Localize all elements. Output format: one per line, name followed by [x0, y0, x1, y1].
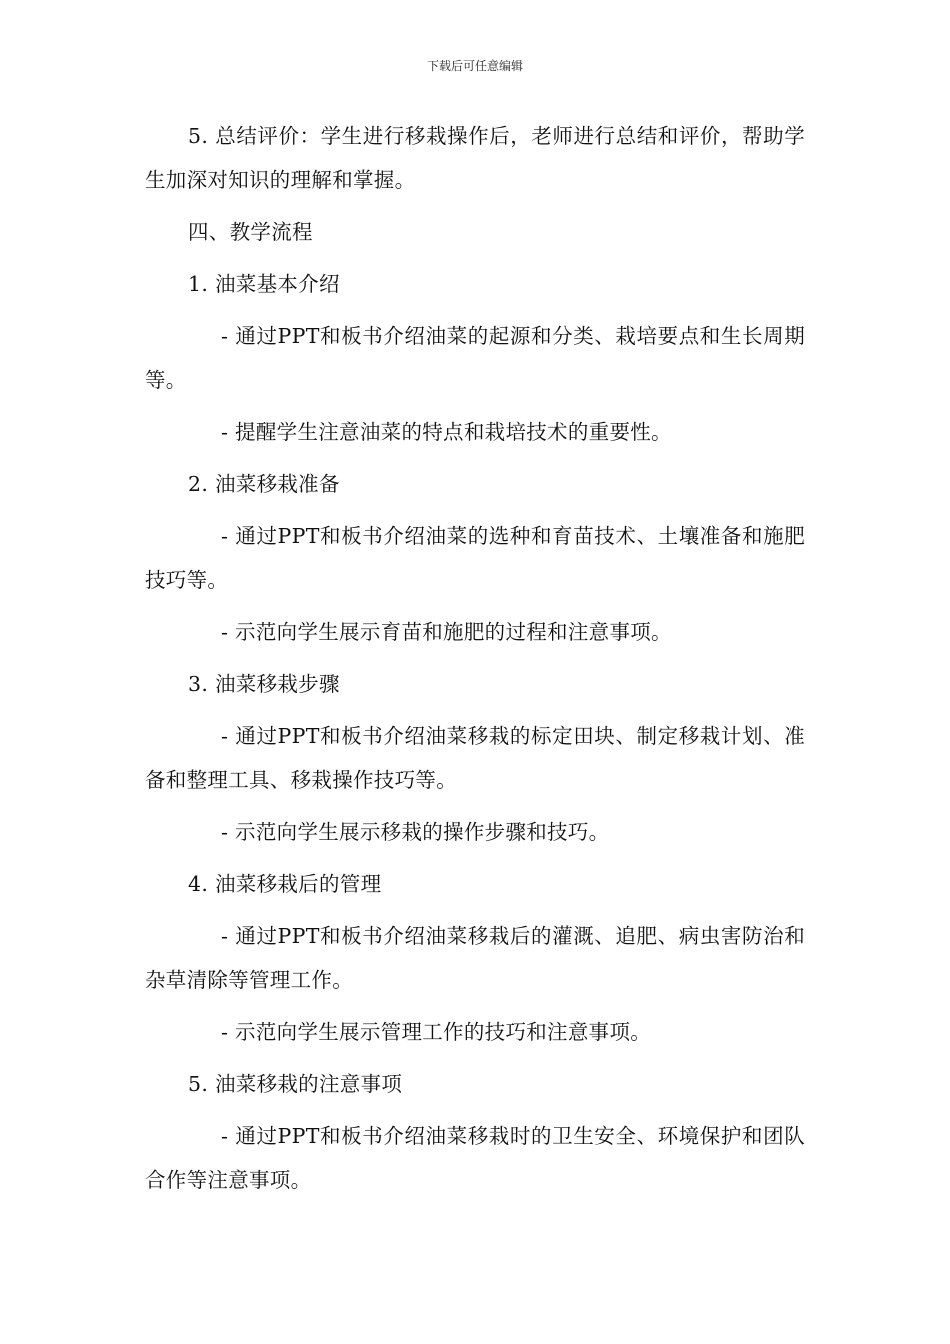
step-heading-4: 4. 油菜移栽后的管理 [188, 872, 382, 896]
step-1-item-2: - 提醒学生注意油菜的特点和栽培技术的重要性。 [221, 420, 672, 444]
document-body [145, 114, 805, 1210]
section-heading-teaching-process: 四、教学流程 [188, 220, 313, 244]
page-header-note: 下载后可任意编辑 [426, 59, 523, 73]
step-heading-1: 1. 油菜基本介绍 [188, 272, 340, 296]
step-1-item-1: - 通过PPT和板书介绍油菜的起源和分类、栽培要点和生长周期等。 [145, 324, 805, 392]
step-heading-2: 2. 油菜移栽准备 [188, 472, 340, 496]
step-3-item-1: - 通过PPT和板书介绍油菜移栽的标定田块、制定移栽计划、准备和整理工具、移栽操作技巧等。 [145, 724, 805, 792]
step-2-item-1: - 通过PPT和板书介绍油菜的选种和育苗技术、土壤准备和施肥技巧等。 [145, 524, 805, 592]
step-4-item-1: - 通过PPT和板书介绍油菜移栽后的灌溉、追肥、病虫害防治和杂草清除等管理工作。 [145, 924, 805, 992]
paragraph-summary-evaluation: 5. 总结评价：学生进行移栽操作后，老师进行总结和评价，帮助学生加深对知识的理解和掌握。 [145, 124, 805, 192]
step-heading-3: 3. 油菜移栽步骤 [188, 672, 340, 696]
step-4-item-2: - 示范向学生展示管理工作的技巧和注意事项。 [221, 1020, 652, 1044]
step-heading-5: 5. 油菜移栽的注意事项 [188, 1072, 403, 1096]
step-3-item-2: - 示范向学生展示移栽的操作步骤和技巧。 [221, 820, 610, 844]
step-5-item-1: - 通过PPT和板书介绍油菜移栽时的卫生安全、环境保护和团队合作等注意事项。 [145, 1124, 805, 1192]
step-2-item-2: - 示范向学生展示育苗和施肥的过程和注意事项。 [221, 620, 672, 644]
